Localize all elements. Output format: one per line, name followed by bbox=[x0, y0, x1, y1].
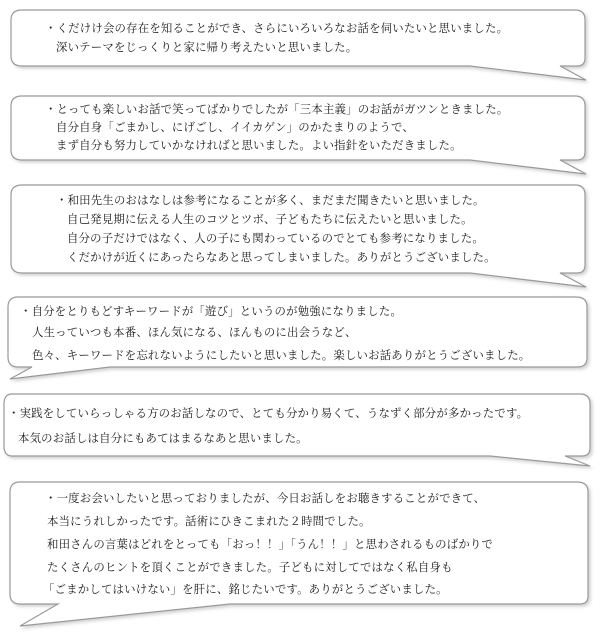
comment-line: 色々、キーワードを忘れないようにしたいと思いました。楽しいお話ありがとうございました。 bbox=[32, 348, 531, 362]
comment-line: ・とっても楽しいお話で笑ってばかりでしたが「三本主義」のお話がガツンときました。 bbox=[45, 102, 509, 116]
comment-bubble-3 bbox=[0, 180, 600, 290]
comment-line: ・実践をしていらっしゃる方のお話しなので、とても分かり易くて、うなずく部分が多かったです。 bbox=[8, 406, 529, 420]
comment-line: くだかけが近くにあったらなあと思ってしまいました。ありがとうございました。 bbox=[67, 250, 496, 264]
comment-bubble-6 bbox=[0, 474, 600, 632]
comment-line: 本気のお話しは自分にもあてはまるなあと思いました。 bbox=[18, 431, 308, 445]
comment-line: ・くだけけ会の存在を知ることができ、さらにいろいろなお話を伺いたいと思いました。 bbox=[45, 21, 509, 35]
comment-line: 本当にうれしかったです。話術にひきこまれた２時間でした。 bbox=[47, 514, 371, 528]
comment-line: 自分自身「ごまかし、にげごし、イイカゲン」のかたまりのようで、 bbox=[56, 120, 414, 134]
comment-bubble-4 bbox=[0, 292, 600, 382]
comment-line: 自分の子だけではなく、人の子にも関わっているのでとても参考になりました。 bbox=[67, 231, 484, 245]
comment-line: ・和田先生のおはなしは参考になることが多く、まだまだ聞きたいと思いました。 bbox=[56, 193, 485, 207]
speech-bubble-frame bbox=[0, 390, 600, 470]
comment-line: 和田さんの言葉はどれをとっても「おっ！！」「うん！！」と思わされるものばかりで bbox=[47, 537, 494, 551]
comment-line: 人生っていつも本番、ほん気になる、ほんものに出会うなど、 bbox=[32, 325, 357, 339]
comment-bubble-2 bbox=[0, 88, 600, 178]
comment-line: 自己発見期に伝える人生のコツとツボ、子どもたちに伝えたいと思いました。 bbox=[67, 212, 473, 226]
comment-line: 「ごまかしてはいけない」を肝に、銘じたいです。ありがとうございました。 bbox=[43, 582, 448, 596]
comment-line: ・自分をとりもどすキーワードが「遊び」というのが勉強になりました。 bbox=[20, 304, 403, 318]
comment-line: たくさんのヒントを頂くことができました。子どもに対してではなく私自身も bbox=[47, 560, 453, 574]
comment-line: ・一度お会いしたいと思っておりましたが、今日お話しをお聴きすることができて、 bbox=[45, 491, 486, 505]
comment-bubble-1 bbox=[0, 0, 600, 80]
comment-bubble-5 bbox=[0, 390, 600, 470]
comment-line: 深いテーマをじっくりと家に帰り考えたいと思いました。 bbox=[56, 40, 358, 54]
comment-line: まず自分も努力していかなければと思いました。よい指針をいただきました。 bbox=[56, 138, 462, 152]
